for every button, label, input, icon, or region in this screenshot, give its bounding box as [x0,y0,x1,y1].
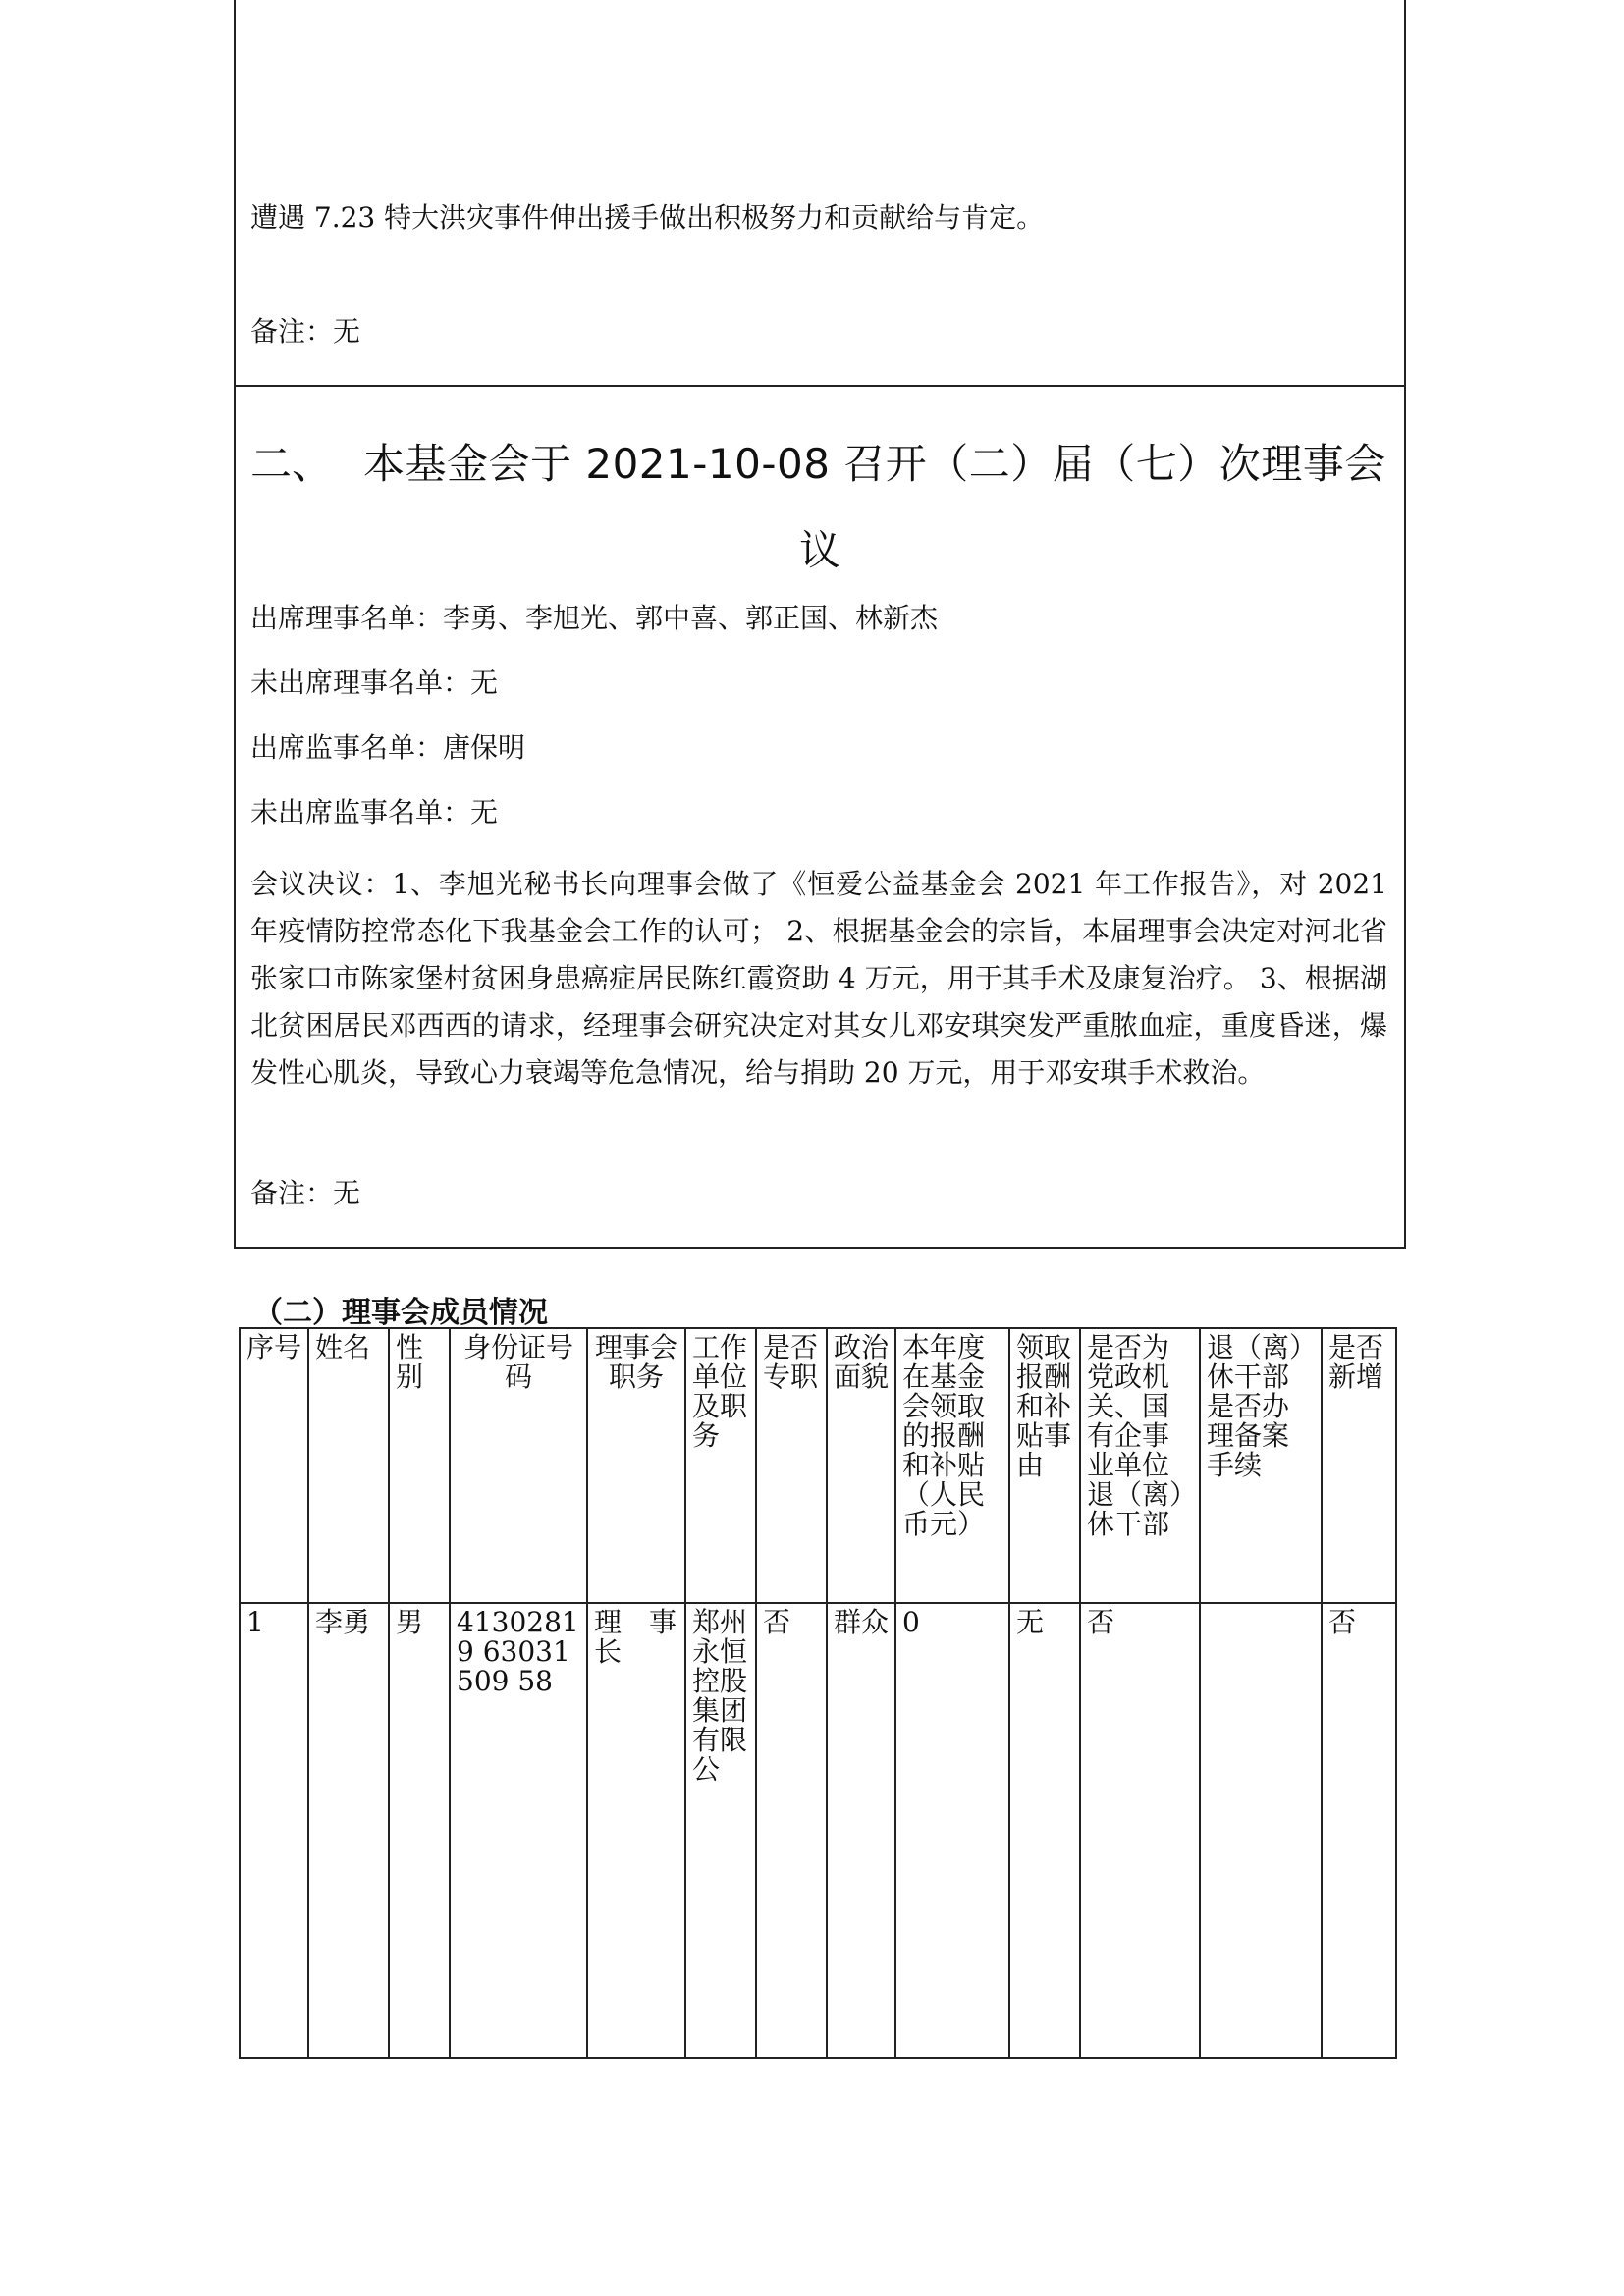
cell-index: 1 [240,1603,308,2058]
meeting-heading [236,432,1404,487]
absent-directors: 未出席理事名单：无 [250,667,499,699]
header-cell: 退（离）休干部是否办理备案手续 [1200,1328,1322,1603]
board-members-table [239,1327,1397,2059]
cell-political-status: 群众 [827,1603,895,2058]
present-directors: 出席理事名单：李勇、李旭光、郭中喜、郭正国、林新杰 [250,602,939,634]
cell-remuneration: 0 [895,1603,1009,2058]
cell-name: 李勇 [308,1603,389,2058]
header-cell: 政治面貌 [827,1328,895,1603]
divider [236,385,1404,387]
heading-number: 二、 [250,440,334,488]
cell-retired-cadre: 否 [1080,1603,1200,2058]
header-cell: 身份证号码 [450,1328,587,1603]
header-cell: 是否为党政机关、国有企事业单位退（离）休干部 [1080,1328,1200,1603]
remark-1: 备注：无 [250,315,361,347]
cell-id-number: 41302819 63031509 58 [450,1603,587,2058]
table-header-row [240,1328,1396,1603]
remark-2: 备注：无 [250,1177,361,1209]
present-supervisors: 出席监事名单：唐保明 [250,731,526,764]
header-cell: 理事会职务 [587,1328,685,1603]
top-bordered-block [234,0,1406,1249]
heading-line2: 议 [798,526,840,574]
flood-text: 遭遇 7.23 特大洪灾事件伸出援手做出积极努力和贡献给与肯定。 [250,201,1045,234]
cell-filing [1200,1603,1322,2058]
section-title: （二）理事会成员情况 [253,1296,548,1330]
header-cell: 本年度在基金会领取的报酬和补贴（人民币元） [895,1328,1009,1603]
cell-employer: 郑州永恒控股集团有限公 [685,1603,756,2058]
header-cell: 序号 [240,1328,308,1603]
header-cell: 性别 [389,1328,450,1603]
meeting-resolution: 会议决议：1、李旭光秘书长向理事会做了《恒爱公益基金会 2021 年工作报告》，对 2021 年疫情防控常态化下我基金会工作的认可； 2、根据基金会的宗旨，本届理事会决定对河北省张家口市陈家堡村贫困身患癌症居民陈红霞资助 4 万元，用于其手术及康复治疗。 3、根据湖北贫困居民邓西西的请求，经理事会研究决定对其女儿邓安琪突发严重脓血症，重度昏迷，爆发性心肌炎，导致心力衰竭等危急情况，给与捐助 20 万元，用于邓安琪手术救治。 [250,868,1387,1089]
header-cell: 是否新增 [1322,1328,1396,1603]
table-row [240,1603,1396,2058]
cell-new: 否 [1322,1603,1396,2058]
header-cell: 是否专职 [756,1328,827,1603]
header-cell: 姓名 [308,1328,389,1603]
cell-fulltime: 否 [756,1603,827,2058]
cell-gender: 男 [389,1603,450,2058]
heading-line1: 本基金会于 2021-10-08 召开（二）届（七）次理事会 [363,440,1386,488]
header-cell: 领取报酬和补贴事由 [1009,1328,1080,1603]
cell-board-role: 理 事长 [587,1603,685,2058]
header-cell: 工作单位及职务 [685,1328,756,1603]
cell-remuneration-reason: 无 [1009,1603,1080,2058]
absent-supervisors: 未出席监事名单：无 [250,796,499,828]
